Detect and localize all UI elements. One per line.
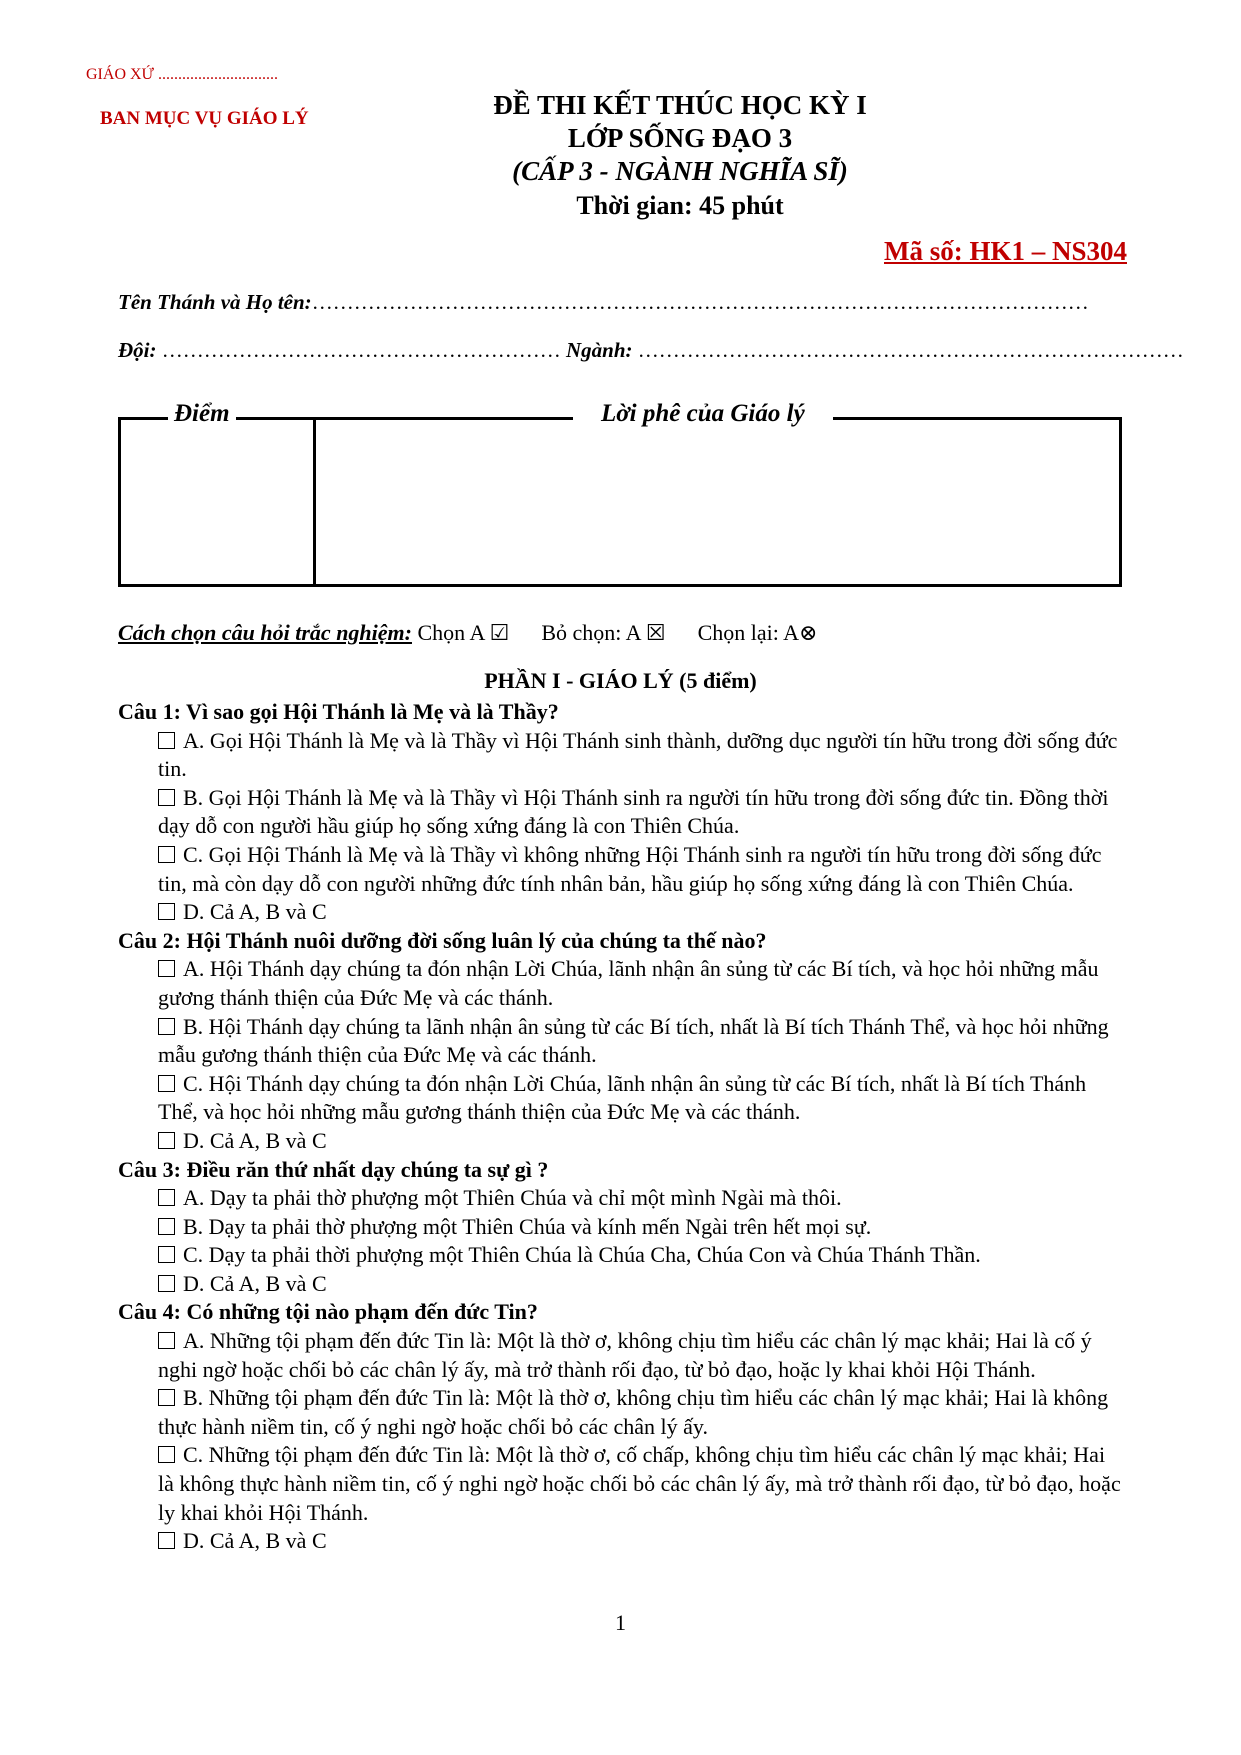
checkbox-icon[interactable] — [158, 1132, 175, 1149]
checkbox-icon[interactable] — [158, 1189, 175, 1206]
question-text: Câu 1: Vì sao gọi Hội Thánh là Mẹ và là Thầy? — [118, 699, 559, 724]
answer-option[interactable] — [118, 1013, 1123, 1070]
answer-option[interactable] — [118, 1527, 1123, 1556]
option-text: A. Dạy ta phải thờ phượng một Thiên Chúa và chỉ một mình Ngài mà thôi. — [183, 1185, 842, 1211]
exam-title: ĐỀ THI KẾT THÚC HỌC KỲ I — [493, 90, 867, 120]
option-text: A. Hội Thánh dạy chúng ta đón nhận Lời Chúa, lãnh nhận ân sủng từ các Bí tích, và học hỏi những mẫu gương thánh thiện của Đức Mẹ và các thánh. — [158, 956, 1099, 1010]
part-title: PHẦN I - GIÁO LÝ (5 điểm) — [484, 668, 757, 693]
answer-instructions — [118, 620, 817, 646]
checkbox-icon[interactable] — [158, 1275, 175, 1292]
answer-option[interactable] — [118, 1241, 1123, 1270]
checkbox-icon[interactable] — [158, 732, 175, 749]
question-3 — [118, 1156, 1123, 1299]
catechism-board-label: BAN MỤC VỤ GIÁO LÝ — [100, 108, 309, 129]
score-area[interactable] — [121, 427, 313, 584]
checkbox-icon[interactable] — [158, 789, 175, 806]
question-4 — [118, 1298, 1123, 1555]
question-text: Câu 2: Hội Thánh nuôi dưỡng đời sống luân lý của chúng ta thế nào? — [118, 927, 767, 953]
answer-option[interactable] — [118, 1127, 1123, 1156]
answer-option[interactable] — [118, 1327, 1123, 1384]
question-2 — [118, 927, 1123, 1156]
checkbox-icon[interactable] — [158, 1246, 175, 1263]
instructions-label: Cách chọn câu hỏi trắc nghiệm: — [118, 620, 412, 645]
answer-option[interactable] — [118, 1441, 1123, 1527]
branch-field-label: Ngành: — [566, 338, 633, 362]
exam-time: Thời gian: 45 phút — [576, 191, 784, 220]
checkbox-icon[interactable] — [158, 960, 175, 977]
option-text: A. Gọi Hội Thánh là Mẹ và là Thầy vì Hội Thánh sinh thành, dưỡng dục người tín hữu trong đời sống đức tin. — [158, 727, 1118, 782]
team-field-dots: ………………………………………………… — [156, 338, 566, 362]
checkbox-icon[interactable] — [158, 846, 175, 863]
option-text: D. Cả A, B và C — [183, 1270, 327, 1296]
option-text: A. Những tội phạm đến đức Tin là: Một là thờ ơ, không chịu tìm hiểu các chân lý mạc khải; Hai là cố ý nghi ngờ hoặc chối bỏ các chân lý ấy, mà trở thành rối đạo, từ bỏ đạo, hoặc ly khai khỏi Hội Thánh. — [158, 1328, 1092, 1382]
answer-option[interactable] — [118, 898, 1123, 927]
exam-code: Mã số: HK1 – NS304 — [884, 236, 1127, 266]
option-text: B. Hội Thánh dạy chúng ta lãnh nhận ân sủng từ các Bí tích, nhất là Bí tích Thánh Thể, và học hỏi những mẫu gương thánh thiện của Đức Mẹ và các thánh. — [158, 1013, 1109, 1068]
answer-option[interactable] — [118, 955, 1123, 1012]
option-text: C. Hội Thánh dạy chúng ta đón nhận Lời Chúa, lãnh nhận ân sủng từ các Bí tích, nhất là Bí tích Thánh Thể, và học hỏi những mẫu gương thánh thiện của Đức Mẹ và các thánh. — [158, 1070, 1087, 1125]
parish-label: GIÁO XỨ .............................. — [86, 66, 278, 83]
answer-option[interactable] — [118, 1070, 1123, 1127]
answer-option[interactable] — [118, 1213, 1123, 1242]
option-text: C. Những tội phạm đến đức Tin là: Một là thờ ơ, cố chấp, không chịu tìm hiểu các chân lý mạc khải; Hai là không thực hành niềm tin, cố ý nghi ngờ hoặc chối bỏ các chân lý ấy, mà trở thành rối đạo, từ bỏ đạo, hoặc ly khai khỏi Hội Thánh. — [158, 1442, 1121, 1525]
answer-option[interactable] — [118, 1184, 1123, 1213]
answer-option[interactable] — [118, 841, 1123, 898]
option-text: D. Cả A, B và C — [183, 1528, 327, 1554]
page-number: 1 — [615, 1610, 626, 1635]
option-text: C. Dạy ta phải thời phượng một Thiên Chúa là Chúa Cha, Chúa Con và Chúa Thánh Thần. — [183, 1242, 981, 1268]
answer-option[interactable] — [118, 1270, 1123, 1299]
option-text: D. Cả A, B và C — [183, 899, 327, 925]
question-text: Câu 3: Điều răn thứ nhất dạy chúng ta sự gì ? — [118, 1156, 549, 1182]
checkbox-icon[interactable] — [158, 1532, 175, 1549]
name-field-dots: ………………………………………………………………………………………………… — [311, 290, 1089, 314]
question-1 — [118, 698, 1123, 927]
answer-option[interactable] — [118, 784, 1123, 841]
option-text: D. Cả A, B và C — [183, 1127, 327, 1153]
rechoose-instruction: Chọn lại: A⊗ — [697, 620, 818, 645]
name-field — [118, 290, 1089, 315]
name-field-label: Tên Thánh và Họ tên: — [118, 290, 312, 314]
unchoose-instruction: Bỏ chọn: A ☒ — [541, 620, 666, 645]
checkbox-icon[interactable] — [158, 1389, 175, 1406]
checkbox-icon[interactable] — [158, 903, 175, 920]
teacher-comment-label: Lời phê của Giáo lý — [573, 400, 833, 428]
checkbox-icon[interactable] — [158, 1075, 175, 1092]
answer-option[interactable] — [118, 1384, 1123, 1441]
option-text: C. Gọi Hội Thánh là Mẹ và là Thầy vì không những Hội Thánh sinh ra người tín hữu trong đời sống đức tin, mà còn dạy dỗ con người những đức tính nhân bản, hầu giúp họ sống xứng đáng là con Thiên Chúa. — [158, 841, 1102, 896]
checkbox-icon[interactable] — [158, 1218, 175, 1235]
question-text: Câu 4: Có những tội nào phạm đến đức Tin? — [118, 1299, 538, 1325]
checkbox-icon[interactable] — [158, 1018, 175, 1035]
comment-area[interactable] — [316, 427, 1119, 584]
questions-section — [118, 698, 1123, 1556]
team-branch-field — [118, 338, 1184, 363]
score-label: Điểm — [168, 400, 236, 428]
grade-box — [118, 400, 1122, 587]
checkbox-icon[interactable] — [158, 1446, 175, 1463]
checkbox-icon[interactable] — [158, 1332, 175, 1349]
branch-field-dots: …………………………………………………………………… — [632, 338, 1184, 362]
level-title: (CẤP 3 - NGÀNH NGHĨA SĨ) — [512, 156, 848, 186]
option-text: B. Dạy ta phải thờ phượng một Thiên Chúa và kính mến Ngài trên hết mọi sự. — [183, 1213, 872, 1239]
answer-option[interactable] — [118, 727, 1123, 784]
option-text: B. Những tội phạm đến đức Tin là: Một là thờ ơ, không chịu tìm hiểu các chân lý mạc khải; Hai là không thực hành niềm tin, cố ý nghi ngờ hoặc chối bỏ các chân lý ấy. — [158, 1385, 1109, 1439]
choose-instruction: Chọn A ☑ — [417, 620, 510, 645]
team-field-label: Đội: — [118, 338, 157, 362]
class-title: LỚP SỐNG ĐẠO 3 — [567, 123, 793, 153]
option-text: B. Gọi Hội Thánh là Mẹ và là Thầy vì Hội Thánh sinh ra người tín hữu trong đời sống đức tin. Đồng thời dạy dỗ con người hầu giúp họ sống xứng đáng là con Thiên Chúa. — [158, 784, 1109, 839]
